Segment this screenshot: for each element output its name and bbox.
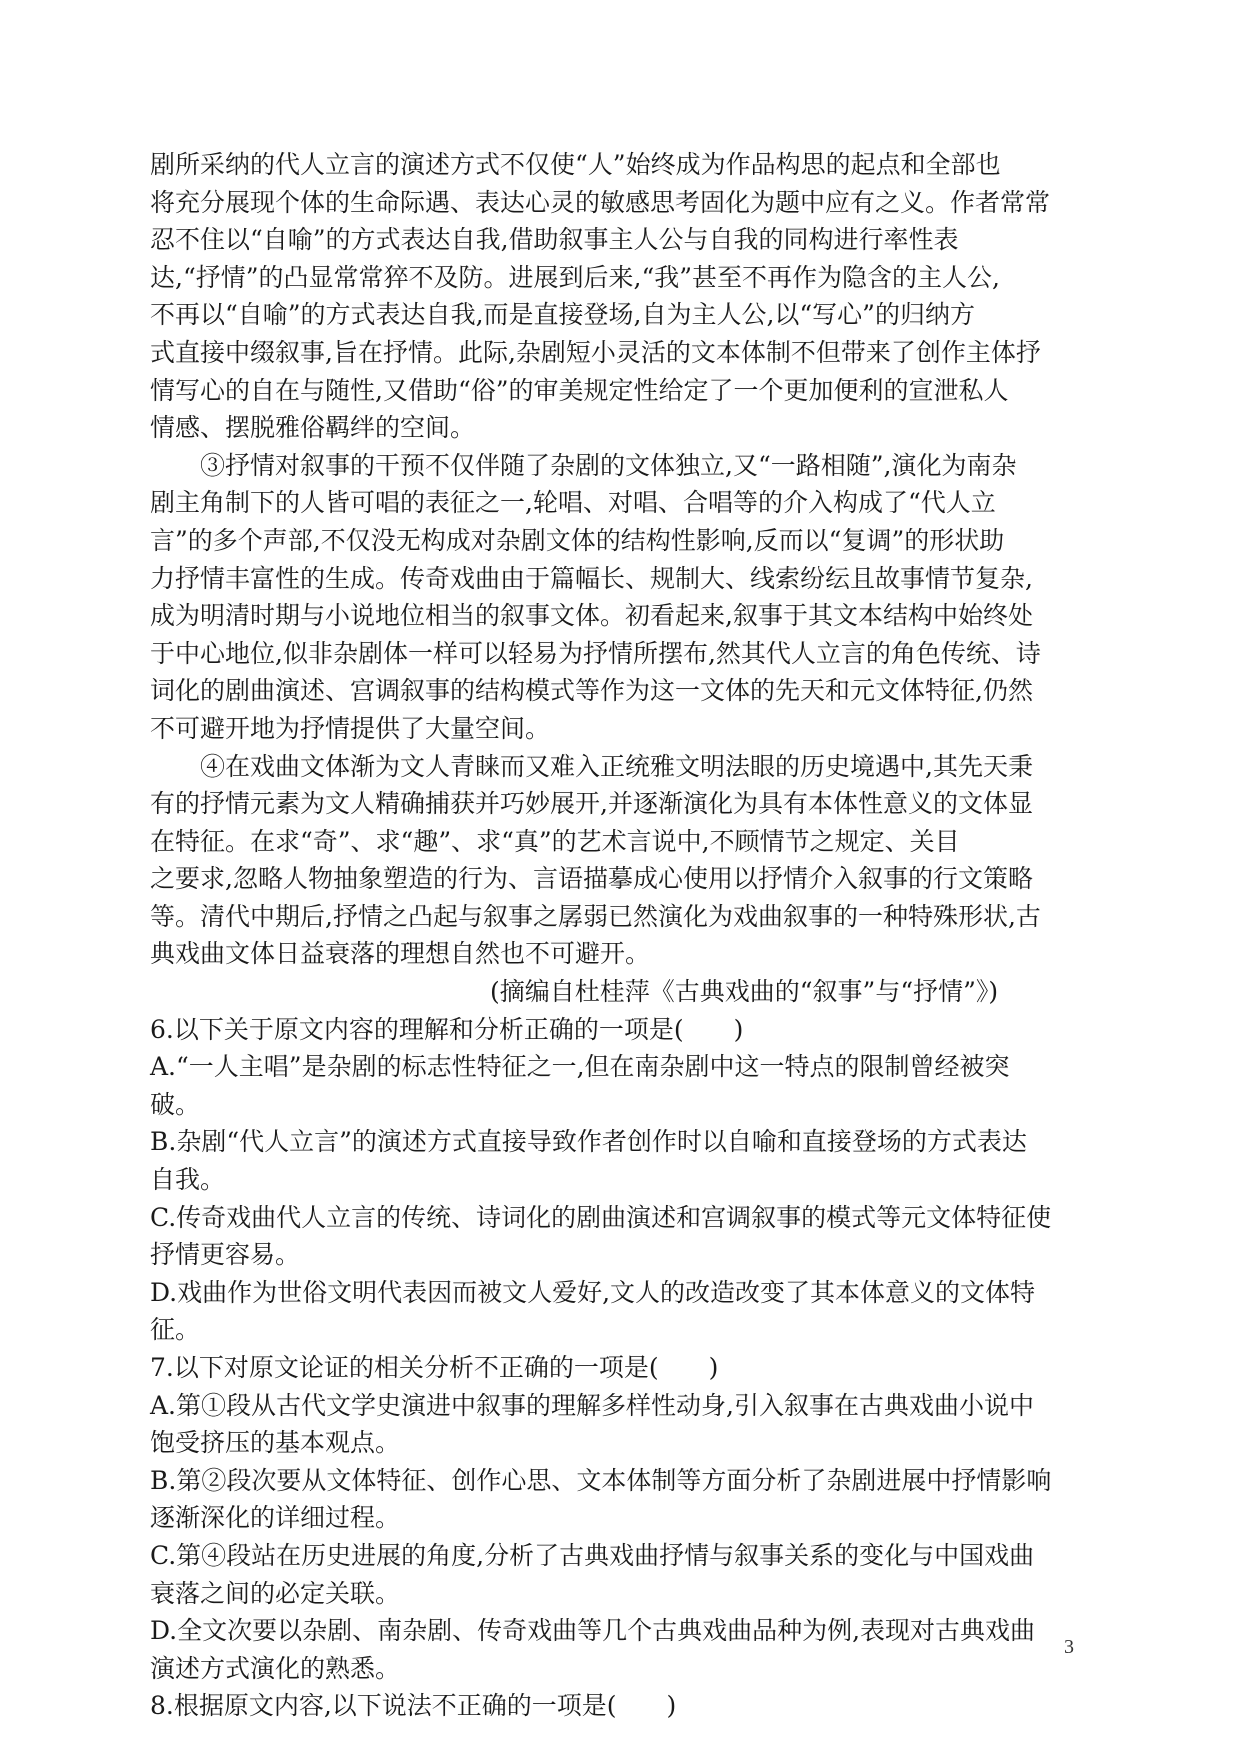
option-a [150,1387,1110,1462]
option-line: C.第④段站在历史进展的角度,分析了古典戏曲抒情与叙事关系的变化与中国戏曲 [150,1540,1035,1570]
option-d [150,1274,1110,1349]
option-line: 逐渐深化的详细过程。 [150,1503,401,1533]
text-line: 忍不住以“自喻”的方式表达自我,借助叙事主人公与自我的同构进行率性表 [150,225,959,255]
option-line: 自我。 [150,1165,226,1195]
text-line: 不可避开地为抒情提供了大量空间。 [150,713,551,743]
text-line: 情写心的自在与随性,又借助“俗”的审美规定性给定了一个更加便利的宣泄私人 [150,375,1009,405]
text-line: 言”的多个声部,不仅没无构成对杂剧文体的结构性影响,反而以“复调”的形状助 [150,525,1005,555]
paragraph-3 [150,447,1110,748]
option-line: 破。 [150,1089,201,1119]
text-line: 于中心地位,似非杂剧体一样可以轻易为抒情所摆布,然其代人立言的角色传统、诗 [150,638,1041,668]
text-line: 将充分展现个体的生命际遇、表达心灵的敏感思考固化为题中应有之义。作者常常 [150,187,1051,217]
text-line: 式直接中缀叙事,旨在抒情。此际,杂剧短小灵活的文本体制不但带来了创作主体抒 [150,337,1041,367]
option-line: D.全文次要以杂剧、南杂剧、传奇戏曲等几个古典戏曲品种为例,表现对古典戏曲 [150,1616,1036,1646]
option-line: 征。 [150,1315,201,1345]
paragraph-2-tail [150,146,1110,447]
option-line: 抒情更容易。 [150,1240,301,1270]
option-line: B.第②段次要从文体特征、创作心思、文本体制等方面分析了杂剧进展中抒情影响 [150,1465,1052,1495]
text-line: ③抒情对叙事的干预不仅伴随了杂剧的文体独立,又“一路相随”,演化为南杂 [200,450,1017,480]
text-line: 在特征。在求“奇”、求“趣”、求“真”的艺术言说中,不顾情节之规定、关目 [150,826,960,856]
option-c [150,1199,1110,1274]
option-line: 衰落之间的必定关联。 [150,1578,401,1608]
text-line: 成为明清时期与小说地位相当的叙事文体。初看起来,叙事于其文本结构中始终处 [150,601,1033,631]
document-body [150,146,1110,1725]
option-line: A.“一人主唱”是杂剧的标志性特征之一,但在南杂剧中这一特点的限制曾经被突 [150,1052,1010,1082]
option-line: B.杂剧“代人立言”的演述方式直接导致作者创作时以自喻和直接登场的方式表达 [150,1127,1027,1157]
question-stem: 8.根据原文内容,以下说法不正确的一项是( ) [150,1691,677,1721]
text-line: ④在戏曲文体渐为文人青睐而又难入正统雅文明法眼的历史境遇中,其先天秉 [200,751,1033,781]
option-line: C.传奇戏曲代人立言的传统、诗词化的剧曲演述和宫调叙事的模式等元文体特征使 [150,1202,1052,1232]
question-stem: 7.以下对原文论证的相关分析不正确的一项是( ) [150,1353,719,1382]
option-d [150,1612,1110,1687]
text-line: 剧主角制下的人皆可唱的表征之一,轮唱、对唱、合唱等的介入构成了“代人立 [150,488,996,518]
text-line: 力抒情丰富性的生成。传奇戏曲由于篇幅长、规制大、线索纷纭且故事情节复杂, [150,563,1033,593]
question-6 [150,1011,1110,1349]
question-stem: 6.以下关于原文内容的理解和分析正确的一项是( ) [150,1014,744,1044]
text-line: 之要求,忽略人物抽象塑造的行为、言语描摹成心使用以抒情介入叙事的行文策略 [150,864,1033,894]
text-line: 典戏曲文体日益衰落的理想自然也不可避开。 [150,939,651,969]
text-line: 词化的剧曲演述、宫调叙事的结构模式等作为这一文体的先天和元文体特征,仍然 [150,676,1033,706]
question-7 [150,1349,1110,1687]
page-number: 3 [1064,1636,1074,1658]
option-a [150,1048,1110,1123]
option-line: 演述方式演化的熟悉。 [150,1653,401,1683]
text-line: 剧所采纳的代人立言的演述方式不仅使“人”始终成为作品构思的起点和全部也 [150,150,1001,179]
option-line: A.第①段从古代文学史演进中叙事的理解多样性动身,引入叙事在古典戏曲小说中 [150,1390,1034,1420]
text-line: 不再以“自喻”的方式表达自我,而是直接登场,自为主人公,以“写心”的归纳方 [150,300,975,330]
option-line: 饱受挤压的基本观点。 [150,1428,401,1458]
option-b [150,1123,1110,1198]
question-8 [150,1687,1110,1725]
option-b [150,1462,1110,1537]
paragraph-4 [150,748,1110,974]
option-c [150,1537,1110,1612]
text-line: 等。清代中期后,抒情之凸起与叙事之孱弱已然演化为戏曲叙事的一种特殊形状,古 [150,901,1041,931]
text-line: 有的抒情元素为文人精确捕获并巧妙展开,并逐渐演化为具有本体性意义的文体显 [150,789,1033,819]
option-line: D.戏曲作为世俗文明代表因而被文人爱好,文人的改造改变了其本体意义的文体特 [150,1277,1036,1307]
text-line: 达,“抒情”的凸显常常猝不及防。进展到后来,“我”甚至不再作为隐含的主人公, [150,262,1000,292]
source-citation: (摘编自杜桂萍《古典戏曲的“叙事”与“抒情”》) [490,977,999,1007]
text-line: 情感、摆脱雅俗羁绊的空间。 [150,413,476,443]
